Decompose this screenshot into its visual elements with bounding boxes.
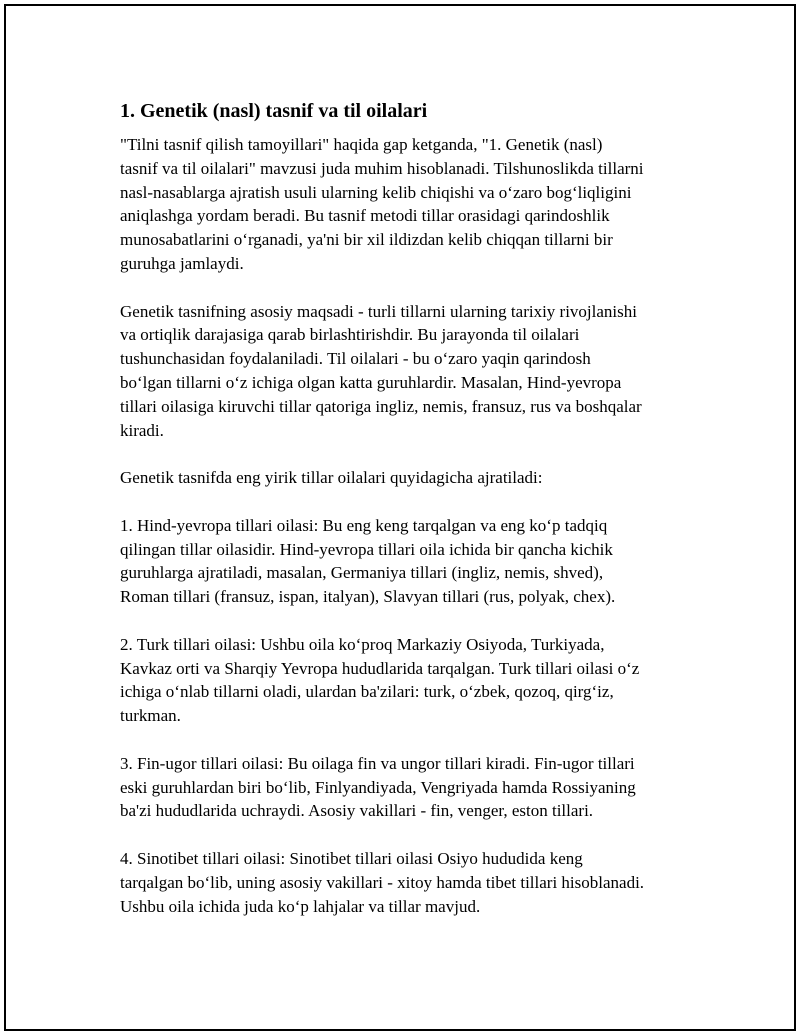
page-frame xyxy=(4,4,796,1031)
list-item-turkic: 2. Turk tillari oilasi: Ushbu oila ko‘proq Markaziy Osiyoda, Turkiyada, Kavkaz orti va Sharqiy Yevropa hududlarida tarqalgan. Turk tillari oilasi o‘z ichiga o‘nlab tillarni oladi, ulardan ba'zilari: turk, o‘zbek, qozoq, qirg‘iz, turkman. xyxy=(120,634,640,726)
list-item-indo-european: 1. Hind-yevropa tillari oilasi: Bu eng keng tarqalgan va eng ko‘p tadqiq qilingan tillar oilasidir. Hind-yevropa tillari oila ichida bir qancha kichik guruhlarga ajratiladi, masalan, Germaniya tillari (ingliz, nemis, shved), Roman tillari (fransuz, ispan, italyan), Slavyan tillari (rus, polyak, chex). xyxy=(120,515,616,607)
paragraph-families-lead: Genetik tasnifda eng yirik tillar oilalari quyidagicha ajratiladi: xyxy=(120,468,543,488)
list-item-sino-tibetan: 4. Sinotibet tillari oilasi: Sinotibet tillari oilasi Osiyo hududida keng tarqalgan bo‘lib, uning asosiy vakillari - xitoy hamda tibet tillari hisoblanadi. Ushbu oila ichida juda ko‘p lahjalar va tillar mavjud. xyxy=(120,848,645,916)
paragraph-intro: "Tilni tasnif qilish tamoyillari" haqida gap ketganda, "1. Genetik (nasl) tasnif va til oilalari" mavzusi juda muhim hisoblanadi. Tilshunoslikda tillarni nasl-nasablarga ajratish usuli ularning kelib chiqishi va o‘zaro bog‘liqligini aniqlashga yordam beradi. Bu tasnif metodi tillar orasidagi qarindoshlik munosabatlarini o‘rganadi, ya'ni bir xil ildizdan kelib chiqqan tillarni bir guruhga jamlaydi. xyxy=(120,135,644,273)
list-item-finno-ugric: 3. Fin-ugor tillari oilasi: Bu oilaga fin va ungor tillari kiradi. Fin-ugor tillari eski guruhlardan biri bo‘lib, Finlyandiyada, Vengriyada hamda Rossiyaning ba'zi hududlarida uchraydi. Asosiy vakillari - fin, venger, eston tillari. xyxy=(120,753,636,821)
paragraph-genetic-purpose: Genetik tasnifning asosiy maqsadi - turli tillarni ularning tarixiy rivojlanishi va ortiqlik darajasiga qarab birlashtirishdir. Bu jarayonda til oilalari tushunchasidan foydalaniladi. Til oilalari - bu o‘zaro yaqin qarindosh bo‘lgan tillarni o‘z ichiga olgan katta guruhlardir. Masalan, Hind-yevropa tillari oilasiga kiruvchi tillar qatoriga ingliz, nemis, fransuz, rus va boshqalar kiradi. xyxy=(120,301,642,440)
document-body xyxy=(120,97,700,942)
document-title: 1. Genetik (nasl) tasnif va til oilalari xyxy=(120,100,428,122)
